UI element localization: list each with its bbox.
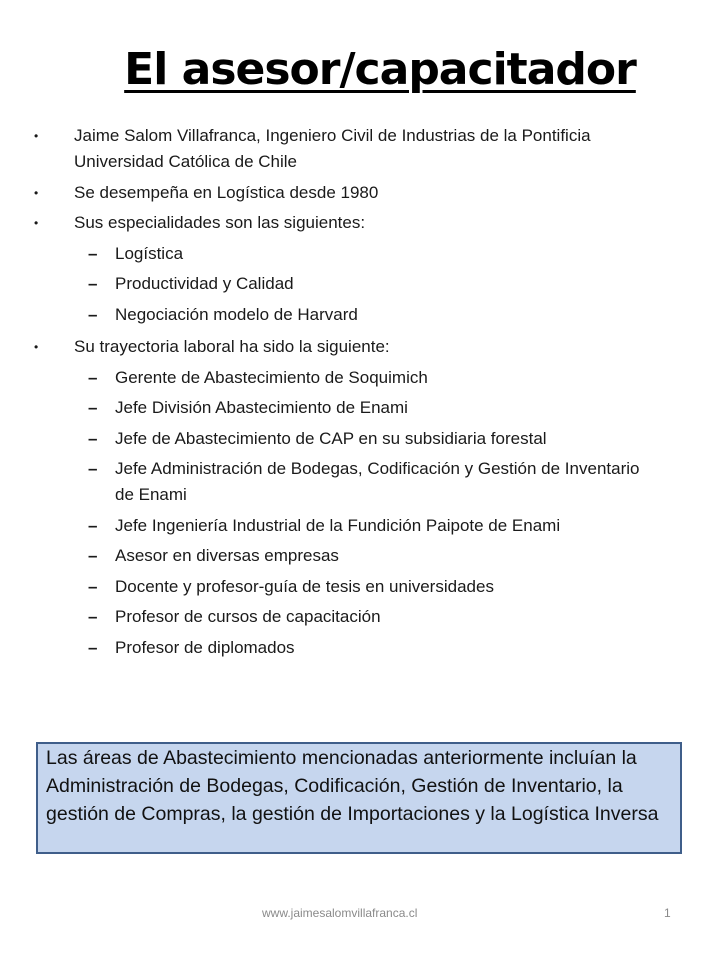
specialty-text: Logística [115,244,184,263]
footer-url: www.jaimesalomvillafranca.cl [262,906,418,920]
dash-icon: – [88,577,98,596]
career-text: Jefe de Abastecimiento de CAP en su subsidiaria forestal [115,429,547,448]
dash-icon: – [88,305,98,324]
career-text: Jefe Administración de Bodegas, Codificación y Gestión de Inventario de Enami [115,459,640,504]
dash-icon: – [88,398,98,417]
page-number: 1 [664,906,671,920]
dash-icon: – [88,516,98,535]
bullet-text: Se desempeña en Logística desde 1980 [74,183,379,202]
bullet-icon: • [34,186,39,200]
bullet-icon: • [34,340,39,354]
dash-icon: – [88,429,98,448]
career-text: Jefe Ingeniería Industrial de la Fundición Paipote de Enami [115,516,561,535]
dash-icon: – [88,244,98,263]
slide-title [0,44,720,95]
specialty-text: Productividad y Calidad [115,274,294,293]
note-box [36,742,682,854]
career-text: Docente y profesor-guía de tesis en universidades [115,577,494,596]
bullet-icon: • [34,216,39,230]
note-text: Las áreas de Abastecimiento mencionadas anteriormente incluían la Administración de Bodegas, Codificación, Gestión de Inventario, la gestión de Compras, la gestión de Importaciones y la Logística Inversa [46,747,659,825]
career-text: Gerente de Abastecimiento de Soquimich [115,368,428,387]
dash-icon: – [88,459,98,478]
career-text: Asesor en diversas empresas [115,546,339,565]
dash-icon: – [88,546,98,565]
slide-title-text: El asesor/capacitador [124,44,636,95]
bullet-text: Sus especialidades son las siguientes: [74,213,366,232]
dash-icon: – [88,274,98,293]
dash-icon: – [88,607,98,626]
bullet-icon: • [34,129,39,143]
bullet-text: Jaime Salom Villafranca, Ingeniero Civil de Industrias de la Pontificia Universidad Católica de Chile [74,126,591,171]
bullet-text: Su trayectoria laboral ha sido la siguiente: [74,337,390,356]
career-text: Profesor de cursos de capacitación [115,607,381,626]
dash-icon: – [88,368,98,387]
specialty-text: Negociación modelo de Harvard [115,305,358,324]
career-text: Jefe División Abastecimiento de Enami [115,398,408,417]
career-text: Profesor de diplomados [115,638,295,657]
dash-icon: – [88,638,98,657]
